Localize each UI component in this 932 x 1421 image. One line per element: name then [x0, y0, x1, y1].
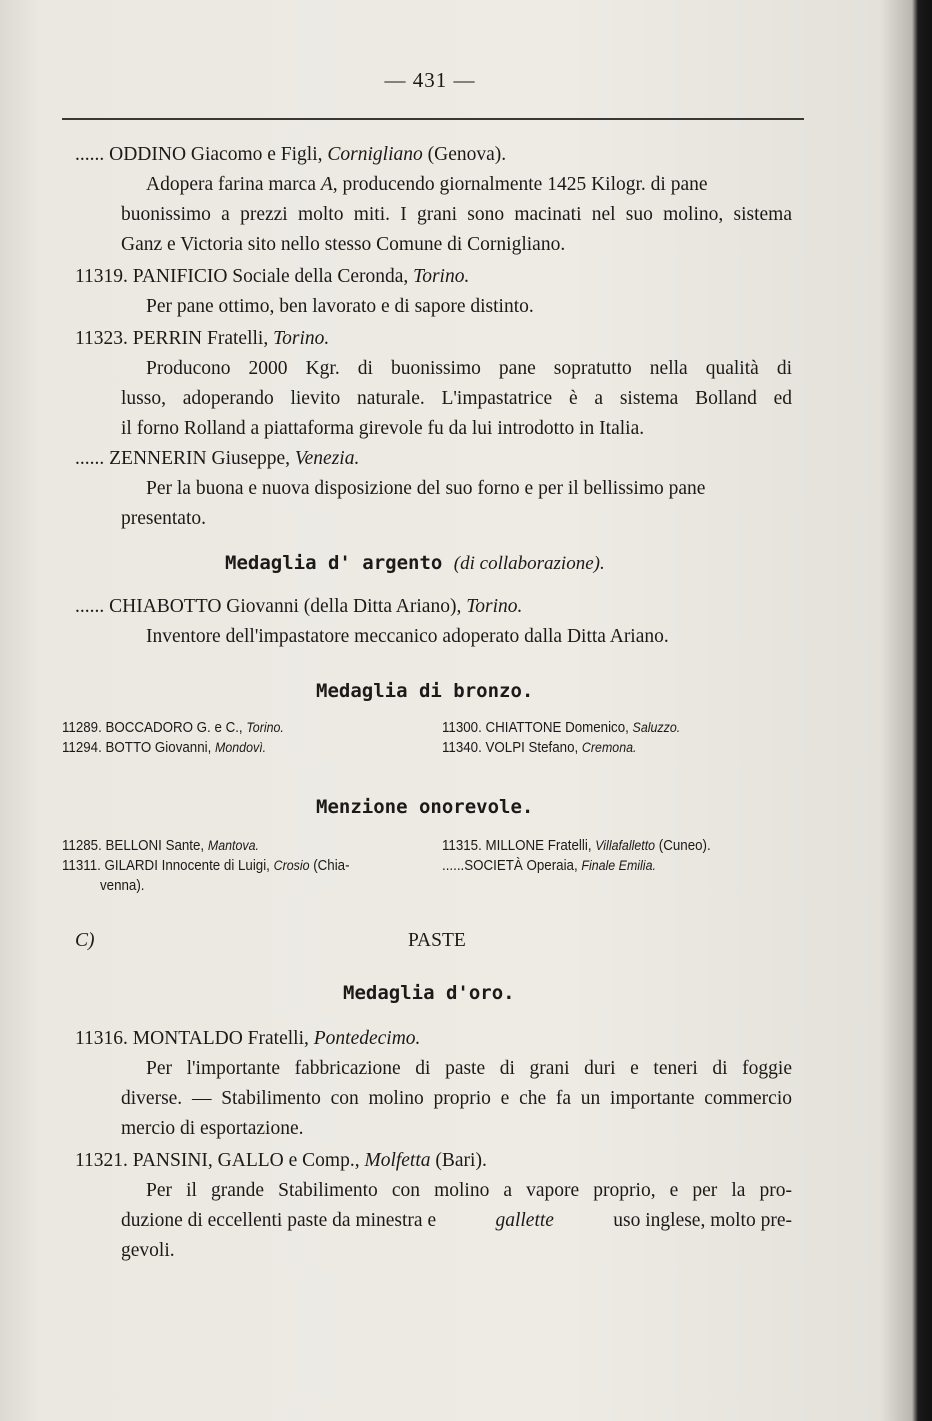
entry-pansini-line-2: duzione di eccellenti paste da minestra e gallette uso inglese, molto pre- [121, 1210, 792, 1231]
entry-perrin-line-2: lusso, adoperando lievito naturale. L'impastatrice è a sistema Bolland ed [121, 388, 792, 409]
heading-bronzo: Medaglia di bronzo. [316, 680, 534, 702]
bronzo-item: 11294. BOTTO Giovanni, Mondovì. [62, 740, 267, 756]
entry-zennerin-header: ...... ZENNERIN Giuseppe, Venezia. [75, 448, 360, 469]
menzione-item: 11315. MILLONE Fratelli, Villafalletto (Cuneo). [442, 838, 711, 854]
entry-prefix: ...... [75, 144, 105, 165]
menzione-item-continuation: venna). [100, 878, 145, 894]
entry-chiabotto-line-1: Inventore dell'impastatore meccanico adoperato dalla Ditta Ariano. [146, 626, 669, 647]
entry-pansini-line-3: gevoli. [121, 1240, 175, 1261]
entry-perrin-line-3: il forno Rolland a piattaforma girevole fu da lui introdotto in Italia. [121, 418, 645, 439]
entry-zennerin-line-1: Per la buona e nuova disposizione del suo forno e per il bellissimo pane [146, 478, 706, 499]
entry-perrin-line-1: Producono 2000 Kgr. di buonissimo pane sopratutto nella qualità di [146, 358, 792, 379]
entry-montaldo-line-3: mercio di esportazione. [121, 1118, 304, 1139]
entry-pansini-header: 11321. PANSINI, GALLO e Comp., Molfetta (Bari). [75, 1150, 487, 1171]
bronzo-item: 11340. VOLPI Stefano, Cremona. [442, 740, 637, 756]
menzione-item: ......SOCIETÀ Operaia, Finale Emilia. [442, 858, 656, 874]
page-number: — 431 — [384, 68, 476, 92]
bronzo-item: 11300. CHIATTONE Domenico, Saluzzo. [442, 720, 681, 736]
entry-oddino-line-3: Ganz e Victoria sito nello stesso Comune di Cornigliano. [121, 234, 566, 255]
entry-montaldo-line-1: Per l'importante fabbricazione di paste di grani duri e teneri di foggie [146, 1058, 792, 1079]
section-title: PASTE [408, 930, 466, 951]
menzione-item: 11285. BELLONI Sante, Mantova. [62, 838, 259, 854]
entry-oddino-header [75, 144, 506, 166]
entry-oddino-line-1: Adopera farina marca A, producendo giornalmente 1425 Kilogr. di pane [146, 174, 708, 195]
heading-oro: Medaglia d'oro. [343, 982, 515, 1004]
heading-argento: Medaglia d' argento (di collaborazione). [225, 552, 605, 574]
entry-panificio-header: 11319. PANIFICIO Sociale della Ceronda, Torino. [75, 266, 470, 287]
header-rule [62, 118, 804, 120]
bronzo-item: 11289. BOCCADORO G. e C., Torino. [62, 720, 284, 736]
entry-name: ODDINO Giacomo e Figli, [109, 144, 323, 165]
entry-panificio-line-1: Per pane ottimo, ben lavorato e di sapore distinto. [146, 296, 534, 317]
section-letter: C) [75, 930, 95, 951]
entry-montaldo-header: 11316. MONTALDO Fratelli, Pontedecimo. [75, 1028, 421, 1049]
entry-chiabotto-header: ...... CHIABOTTO Giovanni (della Ditta Ariano), Torino. [75, 596, 523, 617]
entry-extra: (Genova). [427, 144, 507, 165]
entry-zennerin-line-2: presentato. [121, 508, 207, 529]
entry-oddino-line-2: buonissimo a prezzi molto miti. I grani sono macinati nel suo molino, sistema [121, 204, 792, 225]
entry-pansini-line-1: Per il grande Stabilimento con molino a vapore proprio, e per la pro- [146, 1180, 792, 1201]
entry-place: Cornigliano [327, 144, 423, 165]
menzione-item: 11311. GILARDI Innocente di Luigi, Crosio (Chia- [62, 858, 350, 874]
heading-menzione: Menzione onorevole. [316, 796, 534, 818]
entry-montaldo-line-2: diverse. — Stabilimento con molino proprio e che fa un importante commercio [121, 1088, 792, 1109]
entry-perrin-header: 11323. PERRIN Fratelli, Torino. [75, 328, 330, 349]
